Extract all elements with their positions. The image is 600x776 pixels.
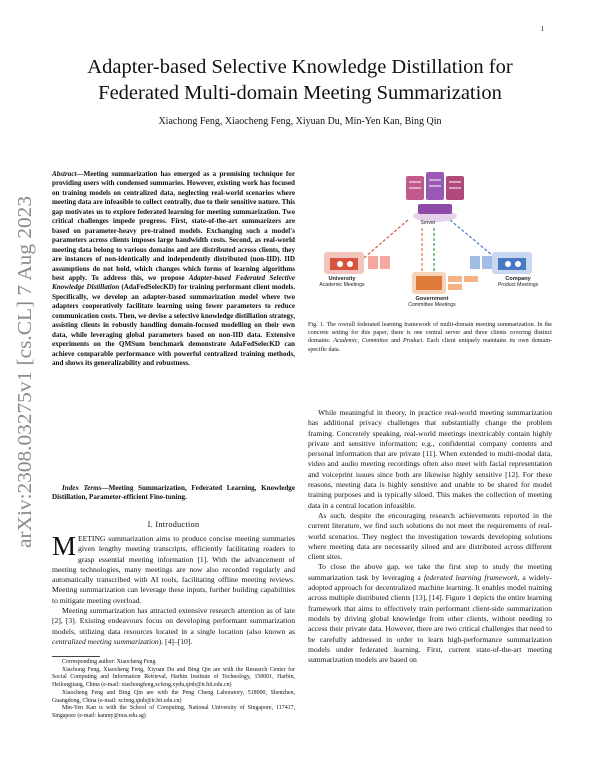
introduction-body <box>52 531 295 647</box>
caption-and: and <box>388 338 403 345</box>
figure-company-name: Company <box>505 276 531 282</box>
title-line-2: Federated Multi-domain Meeting Summarization <box>98 82 502 104</box>
figure-government-label <box>396 296 468 308</box>
figure-university-sub: Academic Meetings <box>319 282 365 288</box>
right-column-body <box>308 408 552 665</box>
body-paragraph-3-end: , a widely-adopted approach for decentralized machine learning. It enables model training across multiple distributed clients [13], [14]. Figure 1 depicts the entire learning framework that aims to effectively train performant client-side summarization models by driving global knowledge from other clients, without needing to access their private data. However, there are two critical challenges that need to be carefully addressed in order to learn high-performance summarization models under federated learning. First, current state-of-the-art meeting summarization models are based on <box>308 572 552 665</box>
page-number: 1 <box>540 25 544 33</box>
abstract <box>52 170 295 369</box>
arxiv-stamp <box>2 190 40 550</box>
author-list: Xiachong Feng, Xiaocheng Feng, Xiyuan Du, Min-Yen Kan, Bing Qin <box>158 116 442 127</box>
title-line-1: Adapter-based Selective Knowledge Distillation for <box>87 56 513 78</box>
government-icon <box>412 272 478 294</box>
index-terms-label: Index Terms <box>62 484 102 492</box>
figure-caption: Fig. 1. The overall federated learning framework of multi-domain meeting summarization. In the concrete setting for this paper, there is one central server and three clients covering distinct domains: Academic, Committee and Product. Each client uniquely maintains its own domain-specific data. <box>308 322 552 353</box>
intro-lead-word: EETING <box>78 534 106 543</box>
intro-paragraph-2-end: ). [4]–[10]. <box>158 636 193 646</box>
caption-domain-academic: Academic <box>333 338 358 345</box>
footnote-corresponding: Corresponding author: Xiaocheng Feng <box>62 659 156 665</box>
university-data-icon <box>368 256 390 269</box>
paper-title <box>40 54 560 106</box>
university-icon <box>324 252 364 274</box>
figure-university-label <box>310 276 374 288</box>
abstract-label: Abstract <box>52 170 77 178</box>
abstract-text-1: —Meeting summarization has emerged as a promising technique for providing users with condensed summaries. However, existing work has focused on training models on centralized data, neglecting real-world scenarios where meeting data are infeasible to collect centrally, due to their sensitive nature. This gap motivates us to explore federated learning for meeting summarization. Two critical challenges impede progress. First, state-of-the-art summarizers are based on parameter-heavy pre-trained models. Exchanging such a model's parameters across clients imposes large bandwidth costs. Second, as real-world meeting data belong to various domains and are distributed across clients, they are instances of non-identically and independently distributed (non-IID). IID assumptions do not hold, which changes which forms of learning algorithms best apply. To address this, we propose <box>52 170 295 282</box>
section-heading: I. Introduction <box>147 520 200 529</box>
intro-paragraph-2-italic: centralized meeting summarization <box>52 636 159 646</box>
caption-lead: Fig. 1. The overall federated learning framework of multi-domain meeting summarization. In the concrete setting for this paper, there is one central server and three clients covering distinct domains: <box>308 322 552 345</box>
body-paragraph-3: To close the above gap, we take the first step to study the meeting summarization task by leveraging a <box>308 562 552 582</box>
footnote-affiliation-2: Xiaocheng Feng and Bing Qin are with the Peng Cheng Laboratory, 518000, Shenzhen, Guangdong, China (e-mail: xcfeng,qinb@ir.hit.edu.cn) <box>52 689 295 704</box>
figure-diagram <box>310 172 554 312</box>
body-paragraph-2: As such, despite the encouraging research achievements reported in the current literature, we find such solutions do not meet the requirements of real-world scenarios. They neglect the investigation towards developing solutions where meeting data are necessarily siloed and are distributed across different client sites. <box>308 510 552 562</box>
caption-end: . Each client uniquely maintains its own domain-specific data. <box>308 338 552 353</box>
figure-company-sub: Product Meetings <box>497 282 539 288</box>
footnote-affiliation-3: Min-Yen Kan is with the School of Computing, National University of Singapore, 117417, Singapore (e-mail: kanmy@nus.edu.sg) <box>52 705 295 719</box>
arxiv-stamp-text: arXiv:2308.03275v1 [cs.CL] 7 Aug 2023 <box>15 226 36 548</box>
figure-government-name: Government <box>415 296 449 302</box>
body-paragraph-3-italic: federated learning framework <box>423 572 518 582</box>
index-terms <box>52 484 295 503</box>
footnote-affiliation-1: Xiachong Feng, Xiaocheng Feng, Xiyuan Du and Bing Qin are with the Research Center for Social Computing and Information Retrieval, Harbin Institute of Technology, 150001, Harbin, Heilongjiang, China (e-mail: xiachongfeng,xcfeng,xydu,qinb@ir.hit.edu.cn) <box>52 666 295 689</box>
body-paragraph-1: While meaningful in theory, in practice real-world meeting summarization has additional privacy challenges that substantially change the problem framing. Concretely speaking, real-world meetings inextricably contain highly private and sensitive information; e.g., confidential company contents and personal information that are private [11]. When extended to multi-modal data, video and audio meeting recordings often also meet with facial representation and voiceprint issues since both are likewise highly sensitive [12]. For these reasons, meeting data is highly sensitive and unable to be shared for model training purposes and is typically siloed. This makes the collection of meeting data in a central location infeasible. <box>308 408 552 510</box>
figure-university-name: University <box>328 276 356 282</box>
intro-paragraph-2: Meeting summarization has attracted extensive research attention as of late [2], [3]. Existing endeavours focus on developing performant summarization models, utilizing data resources located in a single location (also known as <box>52 606 295 636</box>
intro-paragraph-1: summarization aims to produce concise meeting summaries given lengthy meeting transcripts, efficiently facilitating readers to grasp essential meeting information [1]. With the advancement of meeting technologies, many meetings are now also recorded regularly and automatically transcribed with AI tools, facilitating offline meeting reviews. Meeting summarization can leverage these inputs, further building capabilities to mitigate meeting overload. <box>52 534 295 605</box>
footnote-rule <box>52 656 100 657</box>
footnotes <box>52 656 295 721</box>
drop-cap: M <box>52 531 77 561</box>
index-terms-text: —Meeting Summarization, Federated Learning, Knowledge Distillation, Parameter-efficient Fine-tuning. <box>52 484 295 502</box>
caption-domain-product: Product <box>403 338 423 345</box>
figure-server-label: Server <box>420 220 436 226</box>
figure-federated-framework <box>310 172 554 312</box>
caption-domain-committee: Committee <box>361 338 389 345</box>
figure-company-label <box>486 276 550 288</box>
company-data-icon <box>470 256 492 269</box>
abstract-text-2: (AdaFedSelecKD) for training performant client models. Specifically, we develop an adapter-based summarization model where two adapters cooperatively facilitate learning using fewer parameters to reduce communication costs. Then, we devise a selective knowledge distillation strategy, assisting clients in robustly handling domain-focused modelling on their own data, while leveraging global parameters based on non-IID data. Extensive experiments on the QMSum benchmark demonstrate AdaFedSelecKD can achieve comparable performance with powerful centralized training methods, and shows its generalizability and robustness. <box>52 283 295 368</box>
abstract-method-name: Adapter-based Federated Selective Knowledge Distillation <box>52 273 295 292</box>
server-icon <box>406 172 464 222</box>
company-icon <box>492 252 532 274</box>
figure-government-sub: Committee Meetings <box>408 302 456 308</box>
